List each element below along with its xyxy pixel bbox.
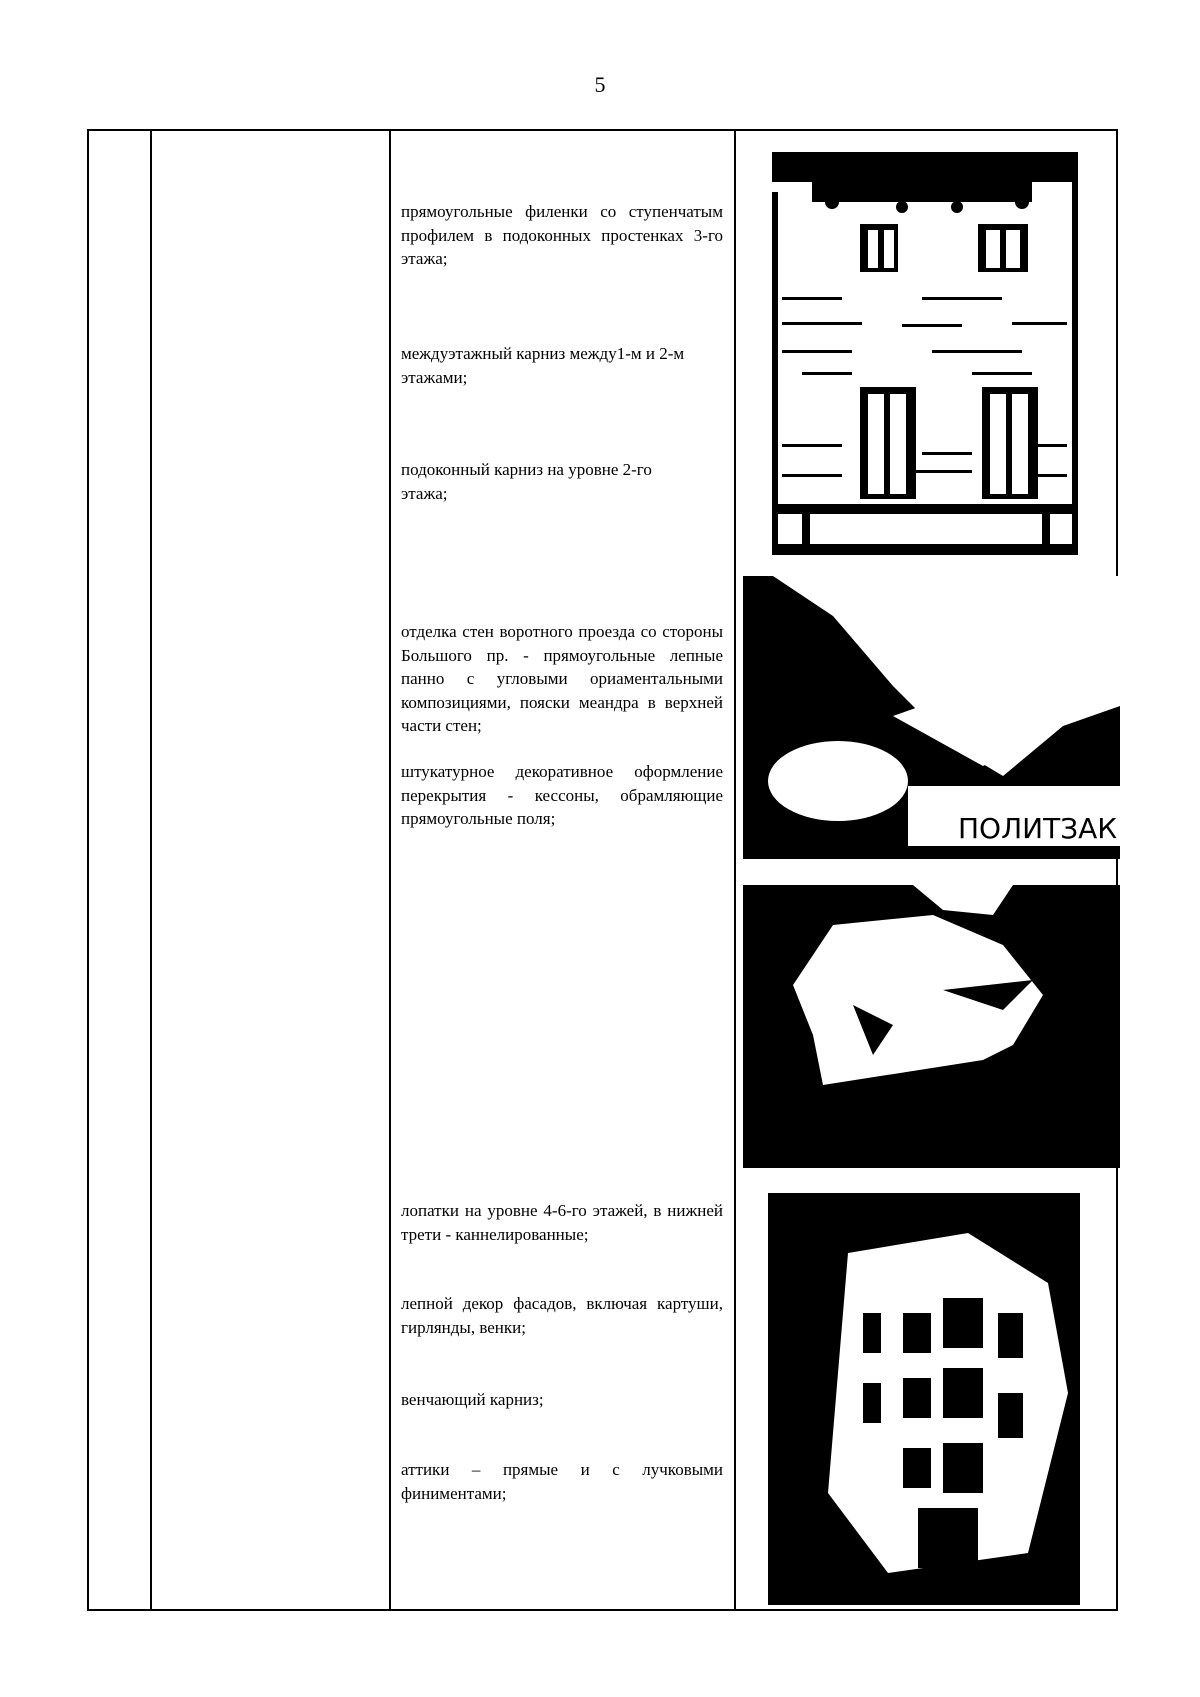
gateway-passage-photo	[743, 576, 1120, 859]
description-item: подоконный карниз на уровне 2-го этажа;	[401, 460, 652, 503]
description-item: отделка стен воротного проезда со стороны Большого пр. - прямоугольные лепные панно с угловыми ориаментальными композициями, пояски меандра в верхней части стен;	[401, 622, 723, 735]
column-divider	[734, 129, 736, 1611]
ceiling-coffers-photo	[743, 885, 1120, 1168]
column-divider	[389, 129, 391, 1611]
building-corner-photo	[768, 1193, 1080, 1605]
description-item: междуэтажный карниз между1-м и 2-м этажами;	[401, 344, 685, 387]
description-item: прямоугольные филенки со ступенчатым профилем в подоконных простенках 3-го этажа;	[401, 202, 723, 268]
description-item: аттики – прямые и с лучковыми финиментами;	[401, 1460, 723, 1503]
column-divider	[150, 129, 152, 1611]
page-number: 5	[594, 72, 606, 97]
facade-windows-photo	[772, 152, 1078, 555]
gateway-sign-text: ПОЛИТЗАК	[958, 812, 1118, 845]
description-item: штукатурное декоративное оформление перекрытия - кессоны, обрамляющие прямоугольные поля;	[401, 762, 723, 828]
description-item: венчающий карниз;	[401, 1390, 544, 1409]
description-item: лепной декор фасадов, включая картуши, гирлянды, венки;	[401, 1294, 723, 1337]
description-item: лопатки на уровне 4-6-го этажей, в нижней трети - каннелированные;	[401, 1201, 723, 1244]
